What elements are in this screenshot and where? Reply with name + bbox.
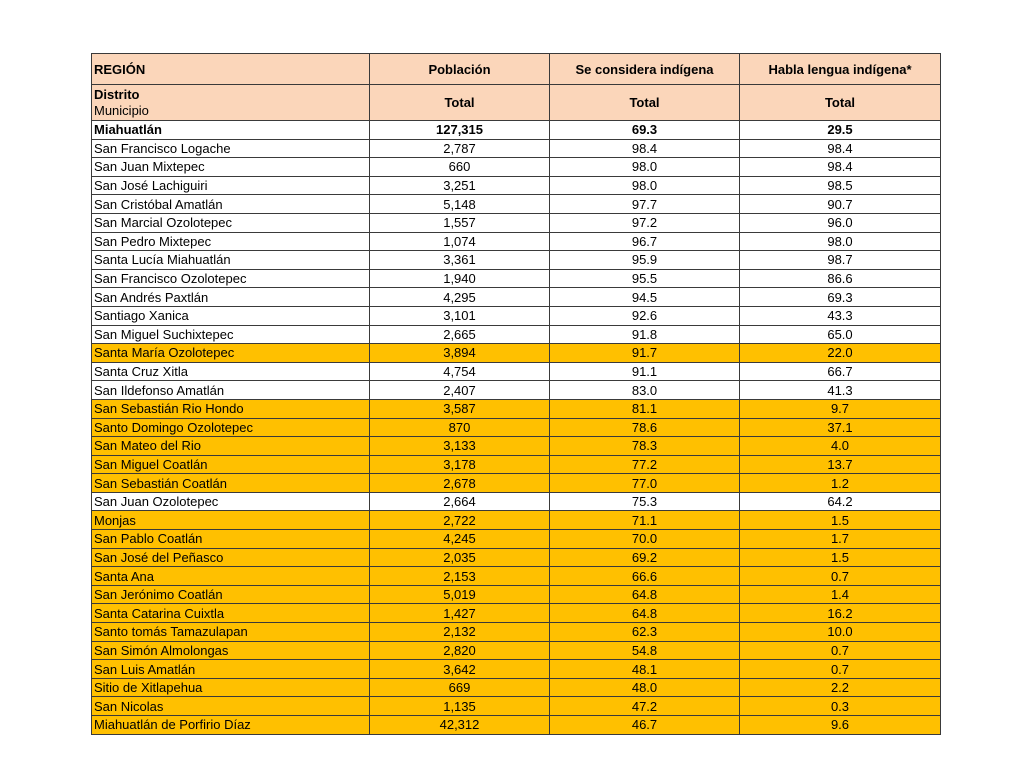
se-considera-indigena-cell: 75.3	[550, 492, 740, 511]
habla-lengua-cell: 1.2	[740, 474, 941, 493]
se-considera-indigena-cell: 92.6	[550, 306, 740, 325]
habla-lengua-cell: 98.4	[740, 158, 941, 177]
header-distrito-municipio	[92, 85, 370, 121]
table-row	[92, 344, 941, 363]
municipio-cell: San Luis Amatlán	[92, 660, 370, 679]
habla-lengua-cell: 0.7	[740, 641, 941, 660]
habla-lengua-cell: 16.2	[740, 604, 941, 623]
table-row	[92, 716, 941, 735]
se-considera-indigena-cell: 98.4	[550, 139, 740, 158]
table-row	[92, 511, 941, 530]
header-total-indigena: Total	[550, 85, 740, 121]
municipality-table	[91, 53, 941, 735]
municipio-cell: Santa Catarina Cuixtla	[92, 604, 370, 623]
poblacion-cell: 2,132	[370, 623, 550, 642]
municipio-cell: San José del Peñasco	[92, 548, 370, 567]
table-row	[92, 641, 941, 660]
municipio-cell: San Simón Almolongas	[92, 641, 370, 660]
table-row	[92, 585, 941, 604]
se-considera-indigena-cell: 70.0	[550, 530, 740, 549]
municipio-cell: San Sebastián Rio Hondo	[92, 399, 370, 418]
municipio-cell: San Sebastián Coatlán	[92, 474, 370, 493]
table-row	[92, 399, 941, 418]
habla-lengua-cell: 4.0	[740, 437, 941, 456]
poblacion-cell: 1,427	[370, 604, 550, 623]
se-considera-indigena-cell: 77.0	[550, 474, 740, 493]
habla-lengua-cell: 98.5	[740, 176, 941, 195]
municipio-cell: San Andrés Paxtlán	[92, 288, 370, 307]
habla-lengua-cell: 1.7	[740, 530, 941, 549]
poblacion-cell: 2,035	[370, 548, 550, 567]
municipio-cell: Santa Lucía Miahuatlán	[92, 251, 370, 270]
municipio-cell: Sitio de Xitlapehua	[92, 678, 370, 697]
table-row	[92, 567, 941, 586]
se-considera-indigena-cell: 83.0	[550, 381, 740, 400]
poblacion-cell: 1,557	[370, 213, 550, 232]
se-considera-indigena-cell: 54.8	[550, 641, 740, 660]
habla-lengua-cell: 1.4	[740, 585, 941, 604]
poblacion-cell: 1,135	[370, 697, 550, 716]
se-considera-indigena-cell: 91.7	[550, 344, 740, 363]
habla-lengua-cell: 69.3	[740, 288, 941, 307]
habla-lengua-cell: 98.0	[740, 232, 941, 251]
municipio-cell: Santo tomás Tamazulapan	[92, 623, 370, 642]
habla-lengua-cell: 0.7	[740, 660, 941, 679]
poblacion-cell: 3,642	[370, 660, 550, 679]
se-considera-indigena-cell: 95.9	[550, 251, 740, 270]
table-row	[92, 121, 941, 140]
se-considera-indigena-cell: 78.6	[550, 418, 740, 437]
header-row-main	[92, 54, 941, 85]
poblacion-cell: 669	[370, 678, 550, 697]
se-considera-indigena-cell: 94.5	[550, 288, 740, 307]
poblacion-cell: 3,587	[370, 399, 550, 418]
header-municipio: Municipio	[94, 102, 149, 118]
se-considera-indigena-cell: 47.2	[550, 697, 740, 716]
municipio-cell: San Pablo Coatlán	[92, 530, 370, 549]
poblacion-cell: 2,153	[370, 567, 550, 586]
poblacion-cell: 3,101	[370, 306, 550, 325]
table-row	[92, 492, 941, 511]
habla-lengua-cell: 37.1	[740, 418, 941, 437]
table-row	[92, 660, 941, 679]
table-header	[92, 54, 941, 121]
se-considera-indigena-cell: 91.8	[550, 325, 740, 344]
table-row	[92, 474, 941, 493]
municipio-cell: Santa Cruz Xitla	[92, 362, 370, 381]
table-row	[92, 176, 941, 195]
poblacion-cell: 2,665	[370, 325, 550, 344]
municipio-cell: Santo Domingo Ozolotepec	[92, 418, 370, 437]
table-row	[92, 288, 941, 307]
municipio-cell: San José Lachiguiri	[92, 176, 370, 195]
municipio-cell: San Francisco Ozolotepec	[92, 269, 370, 288]
se-considera-indigena-cell: 69.2	[550, 548, 740, 567]
table-row	[92, 455, 941, 474]
se-considera-indigena-cell: 46.7	[550, 716, 740, 735]
habla-lengua-cell: 98.4	[740, 139, 941, 158]
municipio-cell: Miahuatlán	[92, 121, 370, 140]
header-distrito: Distrito	[94, 86, 140, 102]
habla-lengua-cell: 41.3	[740, 381, 941, 400]
se-considera-indigena-cell: 91.1	[550, 362, 740, 381]
habla-lengua-cell: 9.7	[740, 399, 941, 418]
poblacion-cell: 2,787	[370, 139, 550, 158]
se-considera-indigena-cell: 77.2	[550, 455, 740, 474]
se-considera-indigena-cell: 97.2	[550, 213, 740, 232]
poblacion-cell: 1,940	[370, 269, 550, 288]
municipio-cell: San Juan Mixtepec	[92, 158, 370, 177]
habla-lengua-cell: 96.0	[740, 213, 941, 232]
table-row	[92, 306, 941, 325]
se-considera-indigena-cell: 64.8	[550, 604, 740, 623]
table-row	[92, 604, 941, 623]
habla-lengua-cell: 13.7	[740, 455, 941, 474]
table-row	[92, 678, 941, 697]
header-total-lengua: Total	[740, 85, 941, 121]
habla-lengua-cell: 0.3	[740, 697, 941, 716]
table-row	[92, 362, 941, 381]
poblacion-cell: 3,178	[370, 455, 550, 474]
table-row	[92, 325, 941, 344]
habla-lengua-cell: 43.3	[740, 306, 941, 325]
se-considera-indigena-cell: 98.0	[550, 176, 740, 195]
poblacion-cell: 127,315	[370, 121, 550, 140]
header-poblacion: Población	[370, 54, 550, 85]
municipio-cell: San Jerónimo Coatlán	[92, 585, 370, 604]
poblacion-cell: 2,820	[370, 641, 550, 660]
se-considera-indigena-cell: 81.1	[550, 399, 740, 418]
poblacion-cell: 660	[370, 158, 550, 177]
header-region: REGIÓN	[92, 54, 370, 85]
poblacion-cell: 3,251	[370, 176, 550, 195]
se-considera-indigena-cell: 71.1	[550, 511, 740, 530]
se-considera-indigena-cell: 48.1	[550, 660, 740, 679]
poblacion-cell: 4,754	[370, 362, 550, 381]
municipio-cell: San Miguel Suchixtepec	[92, 325, 370, 344]
se-considera-indigena-cell: 69.3	[550, 121, 740, 140]
municipio-cell: San Cristóbal Amatlán	[92, 195, 370, 214]
municipio-cell: San Pedro Mixtepec	[92, 232, 370, 251]
municipio-cell: San Marcial Ozolotepec	[92, 213, 370, 232]
municipio-cell: San Miguel Coatlán	[92, 455, 370, 474]
table-row	[92, 195, 941, 214]
se-considera-indigena-cell: 96.7	[550, 232, 740, 251]
municipio-cell: San Ildefonso Amatlán	[92, 381, 370, 400]
poblacion-cell: 2,664	[370, 492, 550, 511]
table-row	[92, 251, 941, 270]
header-total-poblacion: Total	[370, 85, 550, 121]
table-row	[92, 530, 941, 549]
se-considera-indigena-cell: 66.6	[550, 567, 740, 586]
habla-lengua-cell: 98.7	[740, 251, 941, 270]
poblacion-cell: 42,312	[370, 716, 550, 735]
poblacion-cell: 5,148	[370, 195, 550, 214]
poblacion-cell: 3,133	[370, 437, 550, 456]
table-row	[92, 548, 941, 567]
se-considera-indigena-cell: 62.3	[550, 623, 740, 642]
municipio-cell: San Francisco Logache	[92, 139, 370, 158]
poblacion-cell: 4,295	[370, 288, 550, 307]
municipio-cell: Miahuatlán de Porfirio Díaz	[92, 716, 370, 735]
poblacion-cell: 3,894	[370, 344, 550, 363]
se-considera-indigena-cell: 97.7	[550, 195, 740, 214]
se-considera-indigena-cell: 95.5	[550, 269, 740, 288]
poblacion-cell: 2,722	[370, 511, 550, 530]
poblacion-cell: 2,407	[370, 381, 550, 400]
municipio-cell: Santa Ana	[92, 567, 370, 586]
header-row-sub	[92, 85, 941, 121]
table-row	[92, 623, 941, 642]
habla-lengua-cell: 64.2	[740, 492, 941, 511]
table-row	[92, 269, 941, 288]
se-considera-indigena-cell: 78.3	[550, 437, 740, 456]
table-row	[92, 418, 941, 437]
habla-lengua-cell: 22.0	[740, 344, 941, 363]
municipio-cell: Monjas	[92, 511, 370, 530]
se-considera-indigena-cell: 64.8	[550, 585, 740, 604]
table-row	[92, 437, 941, 456]
table-row	[92, 232, 941, 251]
poblacion-cell: 2,678	[370, 474, 550, 493]
habla-lengua-cell: 65.0	[740, 325, 941, 344]
municipio-cell: San Juan Ozolotepec	[92, 492, 370, 511]
poblacion-cell: 870	[370, 418, 550, 437]
habla-lengua-cell: 2.2	[740, 678, 941, 697]
poblacion-cell: 1,074	[370, 232, 550, 251]
habla-lengua-cell: 1.5	[740, 548, 941, 567]
header-se-considera-indigena: Se considera indígena	[550, 54, 740, 85]
poblacion-cell: 4,245	[370, 530, 550, 549]
table-row	[92, 139, 941, 158]
poblacion-cell: 3,361	[370, 251, 550, 270]
habla-lengua-cell: 29.5	[740, 121, 941, 140]
habla-lengua-cell: 86.6	[740, 269, 941, 288]
habla-lengua-cell: 1.5	[740, 511, 941, 530]
se-considera-indigena-cell: 48.0	[550, 678, 740, 697]
habla-lengua-cell: 9.6	[740, 716, 941, 735]
municipio-cell: San Mateo del Rio	[92, 437, 370, 456]
table-row	[92, 158, 941, 177]
municipio-cell: Santa María Ozolotepec	[92, 344, 370, 363]
table-row	[92, 381, 941, 400]
table-row	[92, 213, 941, 232]
table-body	[92, 121, 941, 735]
table-row	[92, 697, 941, 716]
habla-lengua-cell: 0.7	[740, 567, 941, 586]
municipio-cell: Santiago Xanica	[92, 306, 370, 325]
habla-lengua-cell: 10.0	[740, 623, 941, 642]
municipio-cell: San Nicolas	[92, 697, 370, 716]
habla-lengua-cell: 66.7	[740, 362, 941, 381]
se-considera-indigena-cell: 98.0	[550, 158, 740, 177]
poblacion-cell: 5,019	[370, 585, 550, 604]
header-habla-lengua-indigena: Habla lengua indígena*	[740, 54, 941, 85]
habla-lengua-cell: 90.7	[740, 195, 941, 214]
